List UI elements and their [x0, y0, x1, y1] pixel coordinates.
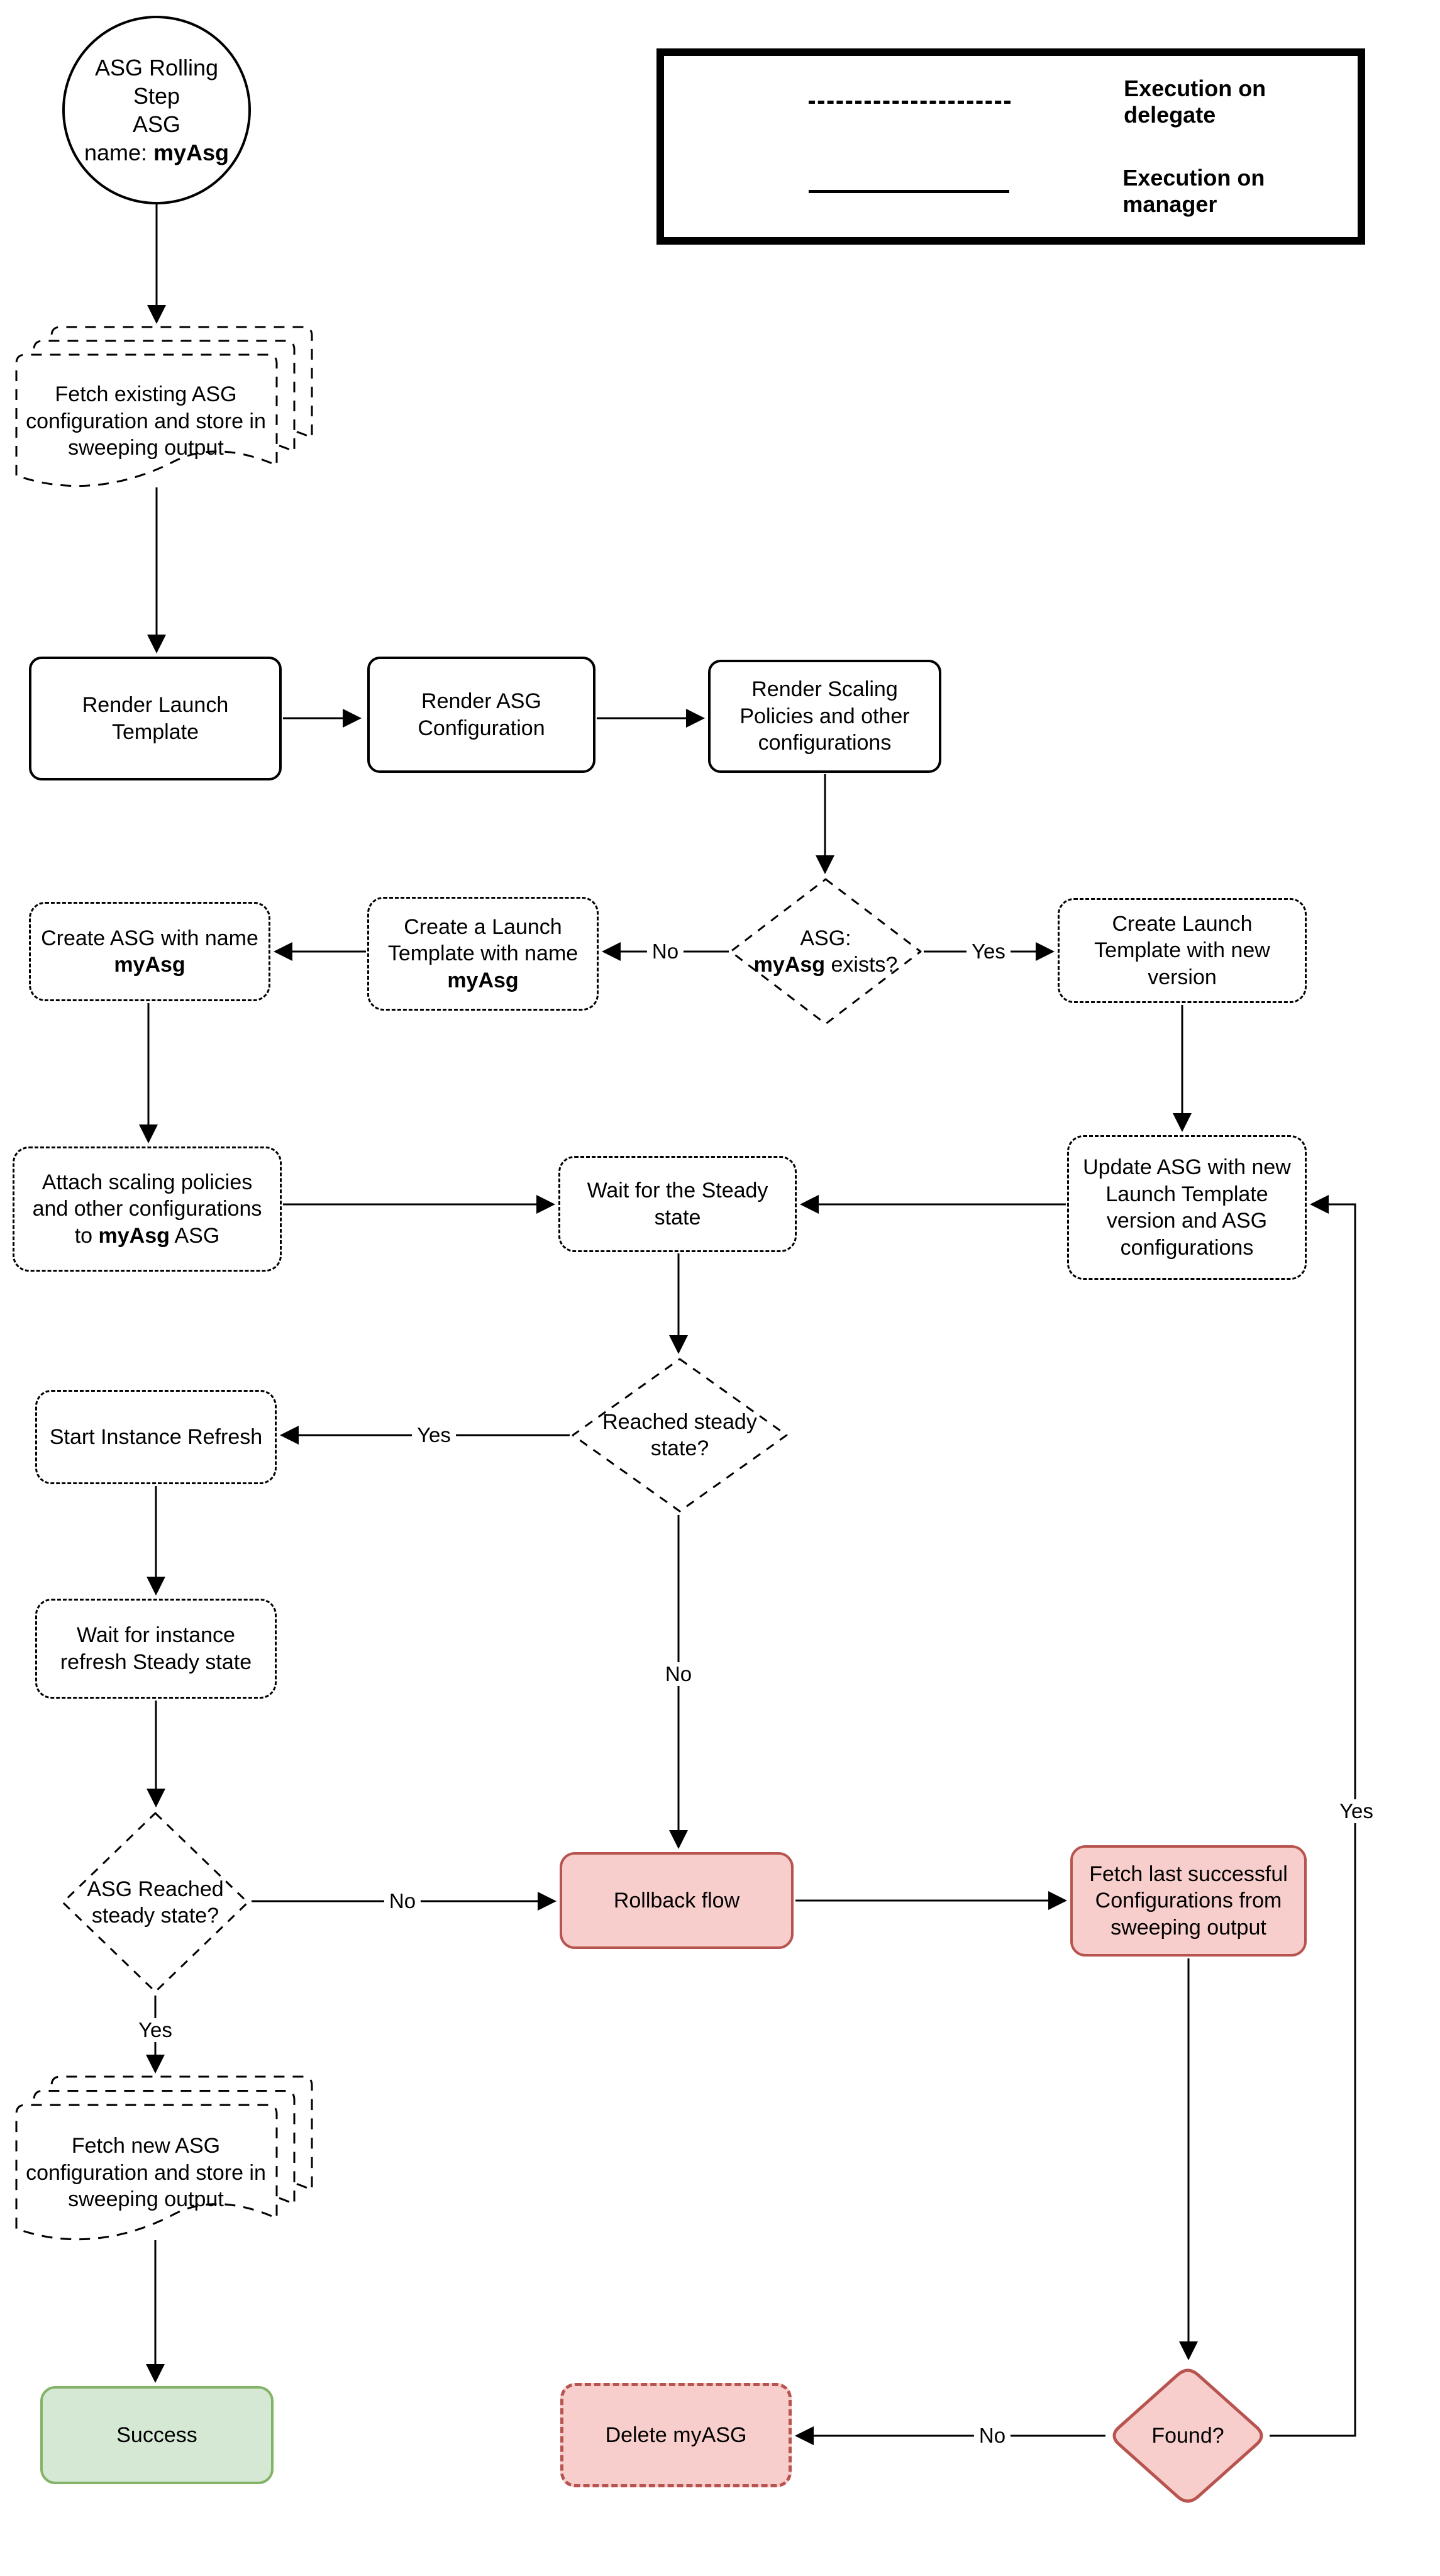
delete-myasg-node [560, 2383, 792, 2487]
attach-scaling-node [13, 1146, 282, 1272]
asg-exists-line1: ASG: [800, 926, 851, 950]
asg-exists-bold: myAsg [753, 953, 826, 977]
rollback-label: Rollback flow [613, 1888, 740, 1913]
attach-scaling-pre: Attach scaling policies and other configurations to [32, 1170, 262, 1248]
start-instance-refresh-label: Start Instance Refresh [49, 1424, 263, 1449]
delete-myasg-label: Delete myASG [605, 2423, 747, 2447]
asg-exists-post: exists? [825, 953, 898, 977]
start-line2: ASG [132, 111, 181, 137]
wait-instance-refresh-node [35, 1599, 277, 1699]
success-label: Success [116, 2423, 197, 2447]
edge-label-asg-exists-yes: Yes [966, 940, 1011, 963]
legend-item-manager [809, 165, 1358, 218]
start-name-label: name: [84, 140, 153, 165]
fetch-last-successful-label: Fetch last successful Configurations from sweeping output [1089, 1862, 1288, 1940]
wait-steady-node [558, 1156, 797, 1252]
success-node [40, 2386, 274, 2484]
create-asg-node [29, 902, 270, 1001]
fetch-existing-node [16, 327, 312, 484]
wait-steady-label: Wait for the Steady state [587, 1179, 768, 1230]
update-asg-label: Update ASG with new Launch Template version and ASG configurations [1083, 1155, 1291, 1260]
create-lt-new-label: Create Launch Template with new version [1094, 911, 1270, 989]
render-asg-configuration-node [367, 657, 595, 773]
edge-label-found-no: No [974, 2424, 1011, 2448]
rollback-node [560, 1852, 794, 1949]
edge-label-asg-reached-no: No [384, 1889, 421, 1913]
render-scaling-policies-label: Render Scaling Policies and other configurations [739, 677, 910, 755]
dashed-line-sample [809, 101, 1011, 104]
fetch-last-successful-node [1070, 1845, 1307, 1957]
edge-label-asg-exists-no: No [647, 940, 684, 963]
render-asg-configuration-label: Render ASG Configuration [418, 689, 545, 740]
create-lt-named-pre: Create a Launch Template with name [387, 914, 579, 966]
render-launch-template-node [29, 657, 282, 780]
attach-scaling-post: ASG [169, 1223, 220, 1248]
reached-steady-label: Reached steady state? [602, 1409, 757, 1460]
asg-exists-decision [729, 877, 922, 1026]
create-launch-template-named-node [367, 897, 599, 1011]
create-lt-named-bold: myAsg [447, 968, 519, 992]
found-label: Found? [1151, 2423, 1224, 2448]
reached-steady-decision [571, 1357, 789, 1513]
fetch-existing-label: Fetch existing ASG configuration and store in sweeping output [26, 382, 266, 460]
asg-reached-steady-decision [61, 1811, 250, 1994]
fetch-new-node [16, 2077, 312, 2238]
render-scaling-policies-node [708, 660, 941, 773]
create-asg-bold: myAsg [114, 953, 186, 977]
legend-item-delegate [809, 75, 1358, 128]
found-decision [1107, 2363, 1268, 2508]
legend-label-delegate: Execution on delegate [1124, 75, 1266, 128]
legend [656, 48, 1365, 245]
edge-label-reached-steady-no: No [660, 1662, 697, 1686]
create-launch-template-new-node [1058, 898, 1307, 1003]
fetch-new-label: Fetch new ASG configuration and store in sweeping output [26, 2134, 266, 2212]
render-launch-template-label: Render Launch Template [82, 693, 229, 744]
solid-line-sample [809, 190, 1009, 193]
wait-instance-refresh-label: Wait for instance refresh Steady state [60, 1623, 252, 1674]
legend-label-manager: Execution on manager [1122, 165, 1265, 217]
start-name-value: myAsg [153, 140, 230, 165]
edge-label-asg-reached-yes: Yes [133, 2018, 177, 2042]
start-node [62, 16, 251, 204]
asg-exists-label [729, 877, 922, 1026]
edge-label-reached-steady-yes: Yes [412, 1423, 456, 1447]
asg-reached-steady-label: ASG Reached steady state? [87, 1877, 224, 1928]
create-asg-pre: Create ASG with name [41, 926, 258, 950]
edge-label-found-yes: Yes [1334, 1799, 1378, 1823]
start-instance-refresh-node [35, 1390, 277, 1484]
update-asg-node [1067, 1135, 1307, 1280]
start-line1: ASG Rolling Step [94, 55, 219, 109]
attach-scaling-bold: myAsg [98, 1223, 170, 1248]
